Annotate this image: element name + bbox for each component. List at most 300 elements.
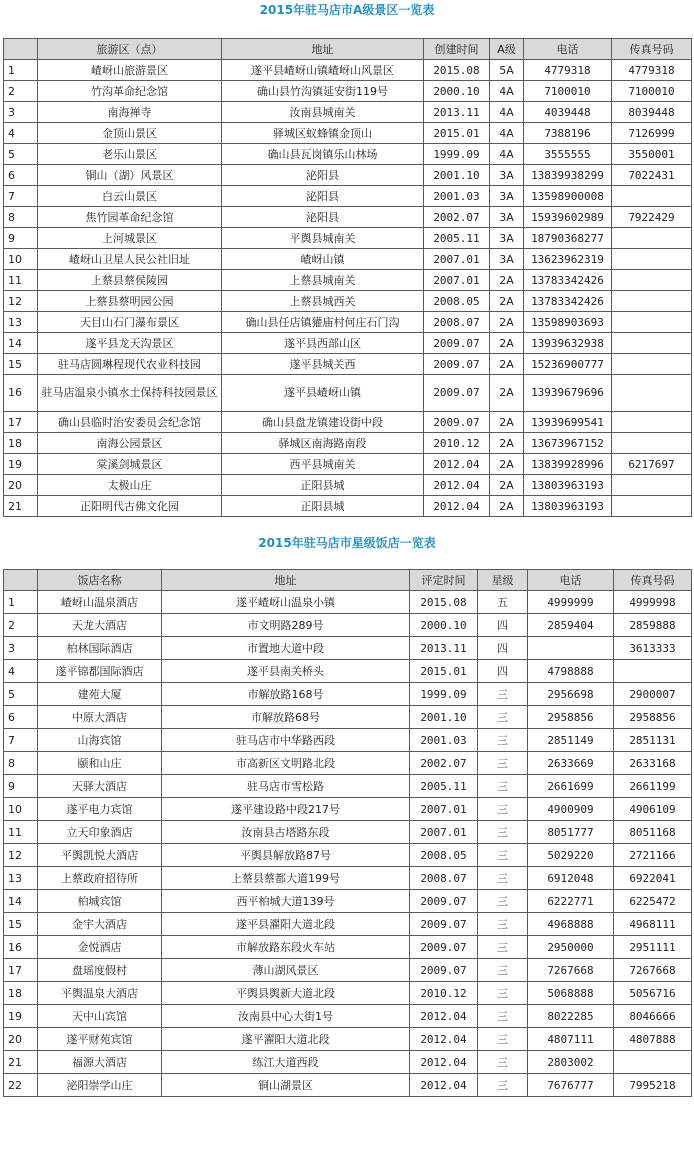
table-cell: 3 bbox=[4, 637, 38, 660]
table-cell: 三 bbox=[478, 752, 528, 775]
table-cell: 5056716 bbox=[614, 982, 692, 1005]
table-row bbox=[4, 844, 692, 867]
table-row bbox=[4, 186, 692, 207]
table-cell: 老乐山景区 bbox=[38, 144, 222, 165]
table-cell: 4A bbox=[490, 102, 524, 123]
table-cell: 7100010 bbox=[524, 81, 612, 102]
table-cell: 上河城景区 bbox=[38, 228, 222, 249]
table-cell: 2859404 bbox=[528, 614, 614, 637]
table-cell: 18 bbox=[4, 982, 38, 1005]
table-cell: 6 bbox=[4, 165, 38, 186]
table-cell: 3A bbox=[490, 249, 524, 270]
table-cell: 遂平濯阳大道北段 bbox=[162, 1028, 410, 1051]
table-cell: 四 bbox=[478, 660, 528, 683]
table-cell: 2010.12 bbox=[410, 982, 478, 1005]
table-cell: 2015.01 bbox=[424, 123, 490, 144]
table-cell: 2012.04 bbox=[424, 475, 490, 496]
table-cell: 上蔡县城西关 bbox=[222, 291, 424, 312]
column-header bbox=[4, 39, 38, 60]
table-cell: 2007.01 bbox=[410, 821, 478, 844]
table-cell: 泌阳县 bbox=[222, 207, 424, 228]
table-cell: 13598900008 bbox=[524, 186, 612, 207]
table-cell: 5 bbox=[4, 144, 38, 165]
table-cell: 2008.05 bbox=[424, 291, 490, 312]
table-row bbox=[4, 60, 692, 81]
table-cell: 14 bbox=[4, 890, 38, 913]
table-row bbox=[4, 81, 692, 102]
table-cell: 平舆凯悦大酒店 bbox=[38, 844, 162, 867]
table-row bbox=[4, 867, 692, 890]
table-cell: 3550001 bbox=[612, 144, 692, 165]
table-cell: 4900909 bbox=[528, 798, 614, 821]
column-header: 电话 bbox=[528, 570, 614, 591]
table-cell: 泌阳县 bbox=[222, 165, 424, 186]
table-cell: 12 bbox=[4, 291, 38, 312]
table-row bbox=[4, 207, 692, 228]
table-row bbox=[4, 683, 692, 706]
table-cell: 13783342426 bbox=[524, 270, 612, 291]
table-cell: 遂平电力宾馆 bbox=[38, 798, 162, 821]
table-cell: 三 bbox=[478, 890, 528, 913]
table-row bbox=[4, 706, 692, 729]
table-cell: 2008.07 bbox=[424, 312, 490, 333]
table-cell: 西平县城南关 bbox=[222, 454, 424, 475]
table-cell: 四 bbox=[478, 614, 528, 637]
table-cell: 7995218 bbox=[614, 1074, 692, 1097]
table-cell: 10 bbox=[4, 249, 38, 270]
table-cell: 竹沟革命纪念馆 bbox=[38, 81, 222, 102]
table-row bbox=[4, 249, 692, 270]
table-cell: 市解放路168号 bbox=[162, 683, 410, 706]
table-row bbox=[4, 1028, 692, 1051]
table-cell: 天龙大酒店 bbox=[38, 614, 162, 637]
table-cell: 三 bbox=[478, 936, 528, 959]
table-cell: 2012.04 bbox=[410, 1074, 478, 1097]
table-cell: 白云山景区 bbox=[38, 186, 222, 207]
table-cell: 2008.05 bbox=[410, 844, 478, 867]
table-cell: 三 bbox=[478, 775, 528, 798]
table-cell: 2015.01 bbox=[410, 660, 478, 683]
table-cell: 2009.07 bbox=[424, 375, 490, 412]
table-cell: 天目山石门瀑布景区 bbox=[38, 312, 222, 333]
table-cell: 2007.01 bbox=[424, 270, 490, 291]
table-cell: 5029220 bbox=[528, 844, 614, 867]
table-cell: 2013.11 bbox=[424, 102, 490, 123]
table-cell: 6217697 bbox=[612, 454, 692, 475]
table-cell: 遂平财苑宾馆 bbox=[38, 1028, 162, 1051]
table-cell: 2015.08 bbox=[410, 591, 478, 614]
table-cell: 正阳县城 bbox=[222, 475, 424, 496]
column-header: 地址 bbox=[222, 39, 424, 60]
table-cell: 2A bbox=[490, 454, 524, 475]
table-cell: 泌阳县 bbox=[222, 186, 424, 207]
table-cell: 21 bbox=[4, 1051, 38, 1074]
table-cell: 3 bbox=[4, 102, 38, 123]
table-row bbox=[4, 412, 692, 433]
table-row bbox=[4, 270, 692, 291]
table-cell: 2951111 bbox=[614, 936, 692, 959]
table-cell: 2950000 bbox=[528, 936, 614, 959]
table-cell: 13803963193 bbox=[524, 496, 612, 517]
table-cell: 4798888 bbox=[528, 660, 614, 683]
table-row bbox=[4, 123, 692, 144]
table-row bbox=[4, 496, 692, 517]
table-cell: 13803963193 bbox=[524, 475, 612, 496]
table-cell: 练江大道西段 bbox=[162, 1051, 410, 1074]
table-cell: 遂平县嵖岈山镇 bbox=[222, 375, 424, 412]
table-cell: 2A bbox=[490, 375, 524, 412]
table-cell: 7388196 bbox=[524, 123, 612, 144]
table-cell: 7267668 bbox=[614, 959, 692, 982]
table-cell: 三 bbox=[478, 798, 528, 821]
table-cell: 2008.07 bbox=[410, 867, 478, 890]
table-cell: 13839928996 bbox=[524, 454, 612, 475]
table-cell: 4968111 bbox=[614, 913, 692, 936]
table-cell: 1999.09 bbox=[424, 144, 490, 165]
table-cell: 2009.07 bbox=[424, 333, 490, 354]
table-row bbox=[4, 433, 692, 454]
table1-title: 2015年驻马店市A级景区一览表 bbox=[259, 3, 435, 17]
table-cell: 13598903693 bbox=[524, 312, 612, 333]
table-cell: 13839938299 bbox=[524, 165, 612, 186]
table-cell: 上蔡县蔡明园公园 bbox=[38, 291, 222, 312]
table-cell bbox=[612, 291, 692, 312]
table-row bbox=[4, 1074, 692, 1097]
table-cell: 市解放路东段火车站 bbox=[162, 936, 410, 959]
column-header: 地址 bbox=[162, 570, 410, 591]
table-cell: 2001.10 bbox=[424, 165, 490, 186]
table-cell: 8022285 bbox=[528, 1005, 614, 1028]
table-cell: 6912048 bbox=[528, 867, 614, 890]
column-header: 传真号码 bbox=[612, 39, 692, 60]
table-cell: 6 bbox=[4, 706, 38, 729]
table-row bbox=[4, 821, 692, 844]
table-row bbox=[4, 775, 692, 798]
table-cell: 13 bbox=[4, 867, 38, 890]
table-cell: 2900007 bbox=[614, 683, 692, 706]
table-cell: 确山县任店镇獾庙村何庄石门沟 bbox=[222, 312, 424, 333]
table-cell: 2007.01 bbox=[410, 798, 478, 821]
table-cell bbox=[612, 228, 692, 249]
table-cell: 铜山湖景区 bbox=[162, 1074, 410, 1097]
table-cell: 2661199 bbox=[614, 775, 692, 798]
table-cell: 2012.04 bbox=[410, 1005, 478, 1028]
table-cell: 确山县竹沟镇延安街119号 bbox=[222, 81, 424, 102]
table-cell: 平舆县舆新大道北段 bbox=[162, 982, 410, 1005]
table-row bbox=[4, 729, 692, 752]
table-cell: 7267668 bbox=[528, 959, 614, 982]
table-cell: 平舆温泉大酒店 bbox=[38, 982, 162, 1005]
table-cell: 13673967152 bbox=[524, 433, 612, 454]
table-cell: 18 bbox=[4, 433, 38, 454]
table-cell: 3613333 bbox=[614, 637, 692, 660]
column-header: 传真号码 bbox=[614, 570, 692, 591]
table-cell: 8051168 bbox=[614, 821, 692, 844]
table-cell: 南海公园景区 bbox=[38, 433, 222, 454]
table-cell: 2001.03 bbox=[424, 186, 490, 207]
table-cell: 4807111 bbox=[528, 1028, 614, 1051]
table-cell: 五 bbox=[478, 591, 528, 614]
table-cell: 15 bbox=[4, 354, 38, 375]
table-cell: 三 bbox=[478, 706, 528, 729]
table-cell: 泌阳崇学山庄 bbox=[38, 1074, 162, 1097]
table-cell: 8039448 bbox=[612, 102, 692, 123]
table-cell: 2012.04 bbox=[424, 454, 490, 475]
table-cell: 18790368277 bbox=[524, 228, 612, 249]
table-cell: 7922429 bbox=[612, 207, 692, 228]
table-cell: 7 bbox=[4, 186, 38, 207]
table-cell: 2002.07 bbox=[424, 207, 490, 228]
table-cell: 1999.09 bbox=[410, 683, 478, 706]
table-cell: 13783342426 bbox=[524, 291, 612, 312]
table-cell: 三 bbox=[478, 1005, 528, 1028]
table-cell: 正阳县城 bbox=[222, 496, 424, 517]
table-row bbox=[4, 798, 692, 821]
table-cell: 遂平县濯阳大道北段 bbox=[162, 913, 410, 936]
table-cell: 上蔡政府招待所 bbox=[38, 867, 162, 890]
table-cell: 13939679696 bbox=[524, 375, 612, 412]
table-cell: 13623962319 bbox=[524, 249, 612, 270]
table-row bbox=[4, 660, 692, 683]
table-cell: 确山县瓦岗镇乐山林场 bbox=[222, 144, 424, 165]
table-cell: 7 bbox=[4, 729, 38, 752]
table-cell: 遂平县龙天沟景区 bbox=[38, 333, 222, 354]
column-header: 创建时间 bbox=[424, 39, 490, 60]
table-cell: 2 bbox=[4, 81, 38, 102]
table-cell: 2005.11 bbox=[410, 775, 478, 798]
table-cell: 4807888 bbox=[614, 1028, 692, 1051]
table-cell bbox=[612, 270, 692, 291]
table-cell: 13939632938 bbox=[524, 333, 612, 354]
table-cell: 3555555 bbox=[524, 144, 612, 165]
table-cell: 2A bbox=[490, 475, 524, 496]
table-cell: 中原大酒店 bbox=[38, 706, 162, 729]
table-cell: 三 bbox=[478, 821, 528, 844]
table-cell: 4999998 bbox=[614, 591, 692, 614]
table-cell: 17 bbox=[4, 959, 38, 982]
table-cell: 三 bbox=[478, 844, 528, 867]
table-cell: 2001.03 bbox=[410, 729, 478, 752]
table2-title: 2015年驻马店市星级饭店一览表 bbox=[258, 536, 436, 550]
table-cell: 20 bbox=[4, 1028, 38, 1051]
column-header: 电话 bbox=[524, 39, 612, 60]
table-cell: 驻马店市雪松路 bbox=[162, 775, 410, 798]
table-row bbox=[4, 890, 692, 913]
table-cell: 9 bbox=[4, 228, 38, 249]
table-cell: 三 bbox=[478, 867, 528, 890]
table-cell bbox=[612, 354, 692, 375]
table-cell: 盘瑶度假村 bbox=[38, 959, 162, 982]
table-cell bbox=[612, 312, 692, 333]
table-cell: 2956698 bbox=[528, 683, 614, 706]
table-cell: 三 bbox=[478, 959, 528, 982]
table-cell: 15939602989 bbox=[524, 207, 612, 228]
table-cell: 2002.07 bbox=[410, 752, 478, 775]
table-cell: 平舆县城南关 bbox=[222, 228, 424, 249]
table-cell: 确山县临时治安委员会纪念馆 bbox=[38, 412, 222, 433]
table-row bbox=[4, 144, 692, 165]
table-cell bbox=[612, 249, 692, 270]
table-row bbox=[4, 614, 692, 637]
table-cell: 遂平嵖岈山温泉小镇 bbox=[162, 591, 410, 614]
table-cell: 14 bbox=[4, 333, 38, 354]
table-cell: 8 bbox=[4, 207, 38, 228]
table-cell: 19 bbox=[4, 454, 38, 475]
scenic-spots-table bbox=[3, 38, 692, 517]
table-cell: 4A bbox=[490, 81, 524, 102]
table-cell: 遂平县城关西 bbox=[222, 354, 424, 375]
table-cell: 8046666 bbox=[614, 1005, 692, 1028]
table-cell: 嵖岈山旅游景区 bbox=[38, 60, 222, 81]
table-cell: 2661699 bbox=[528, 775, 614, 798]
table-cell: 金宇大酒店 bbox=[38, 913, 162, 936]
table-cell: 驿城区蚁蜂镇金顶山 bbox=[222, 123, 424, 144]
table-cell: 立天印象酒店 bbox=[38, 821, 162, 844]
table-cell: 2958856 bbox=[528, 706, 614, 729]
column-header: 旅游区（点） bbox=[38, 39, 222, 60]
table-row bbox=[4, 312, 692, 333]
table-cell bbox=[612, 475, 692, 496]
table-cell: 2000.10 bbox=[424, 81, 490, 102]
column-header: 星级 bbox=[478, 570, 528, 591]
table-cell: 柏城宾馆 bbox=[38, 890, 162, 913]
table-cell: 4A bbox=[490, 144, 524, 165]
table-cell: 2013.11 bbox=[410, 637, 478, 660]
table-cell: 太极山庄 bbox=[38, 475, 222, 496]
table-cell: 4 bbox=[4, 660, 38, 683]
table-cell: 天驿大酒店 bbox=[38, 775, 162, 798]
table-cell bbox=[612, 412, 692, 433]
table-cell: 2000.10 bbox=[410, 614, 478, 637]
table-cell: 19 bbox=[4, 1005, 38, 1028]
table-cell: 市文明路289号 bbox=[162, 614, 410, 637]
table-row bbox=[4, 1005, 692, 1028]
table-row bbox=[4, 228, 692, 249]
column-header: A级 bbox=[490, 39, 524, 60]
table-cell bbox=[614, 1051, 692, 1074]
table-cell: 遂平县嵖岈山镇嵖岈山风景区 bbox=[222, 60, 424, 81]
table-cell: 2A bbox=[490, 291, 524, 312]
table-cell: 2851131 bbox=[614, 729, 692, 752]
table-cell: 7676777 bbox=[528, 1074, 614, 1097]
table-cell: 2859888 bbox=[614, 614, 692, 637]
table-cell: 16 bbox=[4, 375, 38, 412]
table-cell: 遂平建设路中段217号 bbox=[162, 798, 410, 821]
table-cell: 遂平县南关桥头 bbox=[162, 660, 410, 683]
table-cell: 2633669 bbox=[528, 752, 614, 775]
table-cell: 17 bbox=[4, 412, 38, 433]
table-cell: 2009.07 bbox=[410, 890, 478, 913]
table-cell: 3A bbox=[490, 165, 524, 186]
table-row bbox=[4, 752, 692, 775]
table-cell: 4779318 bbox=[612, 60, 692, 81]
table-cell: 三 bbox=[478, 729, 528, 752]
table-cell bbox=[612, 333, 692, 354]
table-cell: 6922041 bbox=[614, 867, 692, 890]
table-row bbox=[4, 982, 692, 1005]
table-cell: 9 bbox=[4, 775, 38, 798]
table-row bbox=[4, 475, 692, 496]
table-cell: 2A bbox=[490, 354, 524, 375]
table-cell: 13 bbox=[4, 312, 38, 333]
table-cell: 嵖岈山温泉酒店 bbox=[38, 591, 162, 614]
table-cell: 2009.07 bbox=[424, 412, 490, 433]
table-cell: 三 bbox=[478, 913, 528, 936]
table-cell: 7126999 bbox=[612, 123, 692, 144]
table-cell: 上蔡县城南关 bbox=[222, 270, 424, 291]
table-cell: 市解放路68号 bbox=[162, 706, 410, 729]
table-cell: 20 bbox=[4, 475, 38, 496]
table-cell: 2 bbox=[4, 614, 38, 637]
table-cell: 驿城区南海路南段 bbox=[222, 433, 424, 454]
table-cell: 遂平锦都国际酒店 bbox=[38, 660, 162, 683]
table-cell: 2007.01 bbox=[424, 249, 490, 270]
table-cell bbox=[612, 186, 692, 207]
table-row bbox=[4, 959, 692, 982]
table-cell: 2009.07 bbox=[424, 354, 490, 375]
table-cell bbox=[614, 660, 692, 683]
table-cell: 15236900777 bbox=[524, 354, 612, 375]
table-cell: 2803002 bbox=[528, 1051, 614, 1074]
table-row bbox=[4, 333, 692, 354]
table-cell: 4A bbox=[490, 123, 524, 144]
table-cell: 5068888 bbox=[528, 982, 614, 1005]
table-cell: 2001.10 bbox=[410, 706, 478, 729]
table-cell: 南海禅寺 bbox=[38, 102, 222, 123]
table-row bbox=[4, 165, 692, 186]
table-cell: 三 bbox=[478, 982, 528, 1005]
table-row bbox=[4, 913, 692, 936]
table-cell: 5 bbox=[4, 683, 38, 706]
table-cell bbox=[612, 433, 692, 454]
table-cell: 2005.11 bbox=[424, 228, 490, 249]
column-header: 饭店名称 bbox=[38, 570, 162, 591]
table-cell: 4779318 bbox=[524, 60, 612, 81]
table-cell: 上蔡县蔡侯陵园 bbox=[38, 270, 222, 291]
table-row bbox=[4, 354, 692, 375]
table-cell: 2A bbox=[490, 433, 524, 454]
table-cell: 三 bbox=[478, 1028, 528, 1051]
table-cell: 2012.04 bbox=[424, 496, 490, 517]
table-cell: 11 bbox=[4, 270, 38, 291]
table-row bbox=[4, 591, 692, 614]
table-cell: 15 bbox=[4, 913, 38, 936]
table-cell: 焦竹园革命纪念馆 bbox=[38, 207, 222, 228]
table-cell: 平舆县解放路87号 bbox=[162, 844, 410, 867]
table-cell: 薄山湖风景区 bbox=[162, 959, 410, 982]
table-cell: 嵖岈山卫星人民公社旧址 bbox=[38, 249, 222, 270]
table-cell: 2721166 bbox=[614, 844, 692, 867]
table-cell: 11 bbox=[4, 821, 38, 844]
table-cell: 汝南县古塔路东段 bbox=[162, 821, 410, 844]
table-cell: 4968888 bbox=[528, 913, 614, 936]
table-row bbox=[4, 454, 692, 475]
table-cell: 3A bbox=[490, 186, 524, 207]
table-cell: 三 bbox=[478, 1074, 528, 1097]
table-cell: 铜山（湖）风景区 bbox=[38, 165, 222, 186]
table-row bbox=[4, 291, 692, 312]
star-hotels-table bbox=[3, 569, 692, 1097]
table-cell: 8 bbox=[4, 752, 38, 775]
table-cell: 4999999 bbox=[528, 591, 614, 614]
table-cell: 10 bbox=[4, 798, 38, 821]
table-cell: 2958856 bbox=[614, 706, 692, 729]
table-cell: 22 bbox=[4, 1074, 38, 1097]
table-cell: 金顶山景区 bbox=[38, 123, 222, 144]
table-cell: 2009.07 bbox=[410, 959, 478, 982]
table-cell: 驻马店温泉小镇水土保持科技园景区 bbox=[38, 375, 222, 412]
table-cell: 驻马店市中华路西段 bbox=[162, 729, 410, 752]
